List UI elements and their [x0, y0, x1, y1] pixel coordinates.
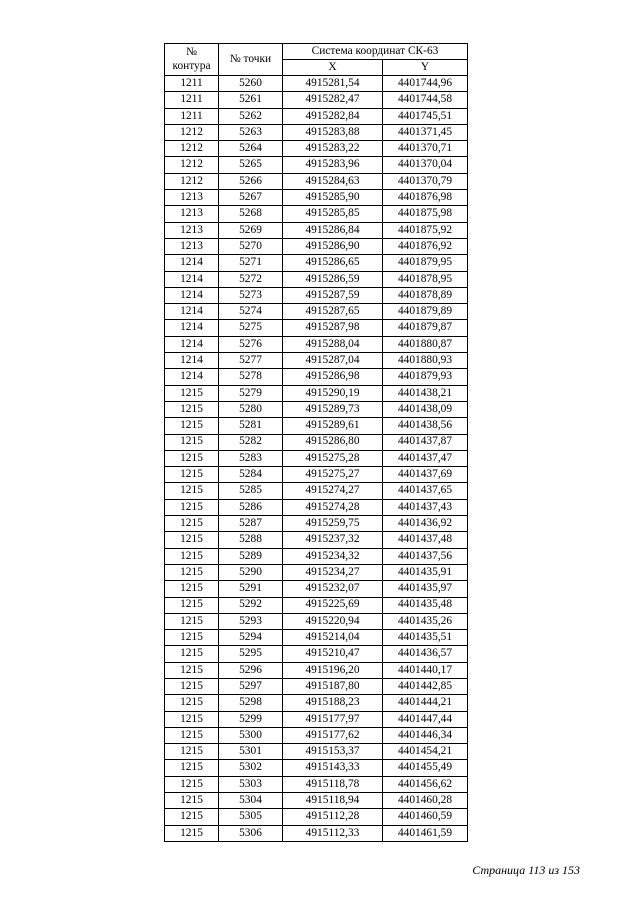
table-row	[165, 401, 468, 417]
cell-y: 4401879,95	[383, 255, 468, 271]
cell-x: 4915281,54	[283, 76, 383, 92]
cell-point: 5269	[219, 222, 283, 238]
cell-y: 4401880,87	[383, 336, 468, 352]
cell-y: 4401745,51	[383, 108, 468, 124]
cell-contour: 1215	[165, 727, 219, 743]
cell-x: 4915286,84	[283, 222, 383, 238]
cell-contour: 1215	[165, 613, 219, 629]
cell-contour: 1213	[165, 222, 219, 238]
table-row	[165, 124, 468, 140]
cell-x: 4915283,22	[283, 141, 383, 157]
cell-point: 5304	[219, 793, 283, 809]
cell-x: 4915274,27	[283, 483, 383, 499]
cell-contour: 1215	[165, 597, 219, 613]
cell-x: 4915210,47	[283, 646, 383, 662]
cell-y: 4401744,96	[383, 76, 468, 92]
cell-y: 4401435,91	[383, 564, 468, 580]
cell-y: 4401435,97	[383, 581, 468, 597]
cell-x: 4915112,33	[283, 825, 383, 841]
table-row	[165, 809, 468, 825]
cell-y: 4401371,45	[383, 124, 468, 140]
cell-point: 5277	[219, 353, 283, 369]
cell-y: 4401437,48	[383, 532, 468, 548]
cell-y: 4401437,47	[383, 450, 468, 466]
table-row	[165, 336, 468, 352]
cell-x: 4915285,85	[283, 206, 383, 222]
table-row	[165, 630, 468, 646]
cell-point: 5281	[219, 418, 283, 434]
table-body	[165, 76, 468, 842]
table-row	[165, 418, 468, 434]
cell-x: 4915177,97	[283, 711, 383, 727]
cell-point: 5273	[219, 287, 283, 303]
cell-point: 5284	[219, 467, 283, 483]
cell-y: 4401876,98	[383, 190, 468, 206]
table-row	[165, 613, 468, 629]
cell-contour: 1215	[165, 793, 219, 809]
cell-x: 4915287,65	[283, 304, 383, 320]
cell-point: 5274	[219, 304, 283, 320]
cell-x: 4915188,23	[283, 695, 383, 711]
cell-contour: 1215	[165, 385, 219, 401]
cell-y: 4401461,59	[383, 825, 468, 841]
cell-y: 4401370,71	[383, 141, 468, 157]
cell-contour: 1214	[165, 255, 219, 271]
table-row	[165, 369, 468, 385]
cell-y: 4401446,34	[383, 727, 468, 743]
table-row	[165, 141, 468, 157]
header-x: X	[283, 60, 383, 76]
cell-contour: 1215	[165, 776, 219, 792]
cell-point: 5278	[219, 369, 283, 385]
cell-x: 4915287,04	[283, 353, 383, 369]
cell-y: 4401436,92	[383, 516, 468, 532]
cell-x: 4915118,94	[283, 793, 383, 809]
cell-y: 4401437,65	[383, 483, 468, 499]
cell-point: 5292	[219, 597, 283, 613]
cell-x: 4915283,96	[283, 157, 383, 173]
cell-contour: 1212	[165, 157, 219, 173]
cell-point: 5282	[219, 434, 283, 450]
cell-y: 4401876,92	[383, 238, 468, 254]
cell-x: 4915112,28	[283, 809, 383, 825]
cell-y: 4401438,21	[383, 385, 468, 401]
table-row	[165, 190, 468, 206]
cell-y: 4401370,04	[383, 157, 468, 173]
table-row	[165, 760, 468, 776]
header-point-number: № точки	[219, 44, 283, 76]
cell-y: 4401437,43	[383, 499, 468, 515]
cell-x: 4915289,61	[283, 418, 383, 434]
table-row	[165, 450, 468, 466]
cell-point: 5260	[219, 76, 283, 92]
table-row	[165, 385, 468, 401]
table-row	[165, 271, 468, 287]
table-row	[165, 173, 468, 189]
cell-x: 4915287,98	[283, 320, 383, 336]
cell-x: 4915287,59	[283, 287, 383, 303]
header-contour-line1: №	[186, 46, 197, 59]
cell-contour: 1215	[165, 516, 219, 532]
cell-contour: 1214	[165, 271, 219, 287]
table-row	[165, 76, 468, 92]
table-row	[165, 646, 468, 662]
cell-contour: 1215	[165, 630, 219, 646]
header-contour-line2: контура	[172, 59, 211, 72]
cell-x: 4915118,78	[283, 776, 383, 792]
cell-x: 4915284,63	[283, 173, 383, 189]
cell-x: 4915286,59	[283, 271, 383, 287]
page-number: Страница 113 из 153	[472, 863, 580, 877]
cell-contour: 1211	[165, 76, 219, 92]
cell-contour: 1214	[165, 353, 219, 369]
coordinates-table	[164, 43, 468, 842]
cell-point: 5263	[219, 124, 283, 140]
cell-point: 5300	[219, 727, 283, 743]
cell-contour: 1214	[165, 320, 219, 336]
table-row	[165, 238, 468, 254]
table-row	[165, 581, 468, 597]
cell-y: 4401880,93	[383, 353, 468, 369]
cell-x: 4915282,84	[283, 108, 383, 124]
cell-x: 4915214,04	[283, 630, 383, 646]
cell-y: 4401460,59	[383, 809, 468, 825]
cell-point: 5271	[219, 255, 283, 271]
cell-point: 5275	[219, 320, 283, 336]
cell-y: 4401878,95	[383, 271, 468, 287]
cell-contour: 1215	[165, 678, 219, 694]
cell-x: 4915234,32	[283, 548, 383, 564]
cell-contour: 1215	[165, 662, 219, 678]
cell-contour: 1215	[165, 434, 219, 450]
table-row	[165, 793, 468, 809]
cell-y: 4401438,09	[383, 401, 468, 417]
cell-contour: 1214	[165, 336, 219, 352]
cell-contour: 1212	[165, 173, 219, 189]
cell-x: 4915286,65	[283, 255, 383, 271]
cell-point: 5267	[219, 190, 283, 206]
cell-x: 4915234,27	[283, 564, 383, 580]
cell-y: 4401879,89	[383, 304, 468, 320]
cell-y: 4401878,89	[383, 287, 468, 303]
cell-point: 5285	[219, 483, 283, 499]
cell-x: 4915196,20	[283, 662, 383, 678]
table-row	[165, 662, 468, 678]
cell-point: 5287	[219, 516, 283, 532]
table-row	[165, 678, 468, 694]
cell-point: 5268	[219, 206, 283, 222]
cell-point: 5303	[219, 776, 283, 792]
cell-y: 4401456,62	[383, 776, 468, 792]
cell-contour: 1215	[165, 711, 219, 727]
cell-y: 4401437,87	[383, 434, 468, 450]
cell-contour: 1215	[165, 401, 219, 417]
table-row	[165, 92, 468, 108]
cell-x: 4915232,07	[283, 581, 383, 597]
cell-point: 5299	[219, 711, 283, 727]
cell-y: 4401435,48	[383, 597, 468, 613]
cell-x: 4915274,28	[283, 499, 383, 515]
table-row	[165, 206, 468, 222]
cell-contour: 1214	[165, 287, 219, 303]
cell-x: 4915225,69	[283, 597, 383, 613]
table-row	[165, 483, 468, 499]
table-header	[165, 44, 468, 76]
table-row	[165, 157, 468, 173]
cell-contour: 1215	[165, 809, 219, 825]
table-row	[165, 744, 468, 760]
cell-x: 4915275,28	[283, 450, 383, 466]
cell-y: 4401744,58	[383, 92, 468, 108]
table-row	[165, 516, 468, 532]
cell-x: 4915153,37	[283, 744, 383, 760]
cell-point: 5293	[219, 613, 283, 629]
cell-y: 4401437,56	[383, 548, 468, 564]
cell-contour: 1215	[165, 548, 219, 564]
cell-point: 5288	[219, 532, 283, 548]
cell-x: 4915143,33	[283, 760, 383, 776]
cell-point: 5262	[219, 108, 283, 124]
cell-x: 4915275,27	[283, 467, 383, 483]
cell-contour: 1214	[165, 304, 219, 320]
table-row	[165, 467, 468, 483]
table-row	[165, 255, 468, 271]
cell-x: 4915177,62	[283, 727, 383, 743]
cell-contour: 1215	[165, 532, 219, 548]
table-row	[165, 222, 468, 238]
cell-point: 5276	[219, 336, 283, 352]
cell-point: 5301	[219, 744, 283, 760]
cell-point: 5266	[219, 173, 283, 189]
cell-point: 5296	[219, 662, 283, 678]
cell-x: 4915286,80	[283, 434, 383, 450]
table-row	[165, 825, 468, 841]
cell-x: 4915286,98	[283, 369, 383, 385]
cell-point: 5279	[219, 385, 283, 401]
cell-point: 5280	[219, 401, 283, 417]
table-row	[165, 320, 468, 336]
table-row	[165, 548, 468, 564]
cell-y: 4401435,51	[383, 630, 468, 646]
cell-point: 5261	[219, 92, 283, 108]
cell-point: 5298	[219, 695, 283, 711]
cell-y: 4401879,87	[383, 320, 468, 336]
cell-point: 5283	[219, 450, 283, 466]
cell-point: 5264	[219, 141, 283, 157]
cell-point: 5305	[219, 809, 283, 825]
cell-x: 4915283,88	[283, 124, 383, 140]
table-row	[165, 499, 468, 515]
cell-point: 5291	[219, 581, 283, 597]
cell-y: 4401444,21	[383, 695, 468, 711]
cell-y: 4401454,21	[383, 744, 468, 760]
cell-y: 4401447,44	[383, 711, 468, 727]
cell-contour: 1215	[165, 467, 219, 483]
cell-y: 4401438,56	[383, 418, 468, 434]
table-row	[165, 434, 468, 450]
cell-point: 5265	[219, 157, 283, 173]
cell-y: 4401435,26	[383, 613, 468, 629]
table-row	[165, 353, 468, 369]
cell-point: 5297	[219, 678, 283, 694]
cell-y: 4401460,28	[383, 793, 468, 809]
table-row	[165, 287, 468, 303]
table-row	[165, 711, 468, 727]
cell-x: 4915220,94	[283, 613, 383, 629]
cell-x: 4915187,80	[283, 678, 383, 694]
cell-point: 5294	[219, 630, 283, 646]
cell-contour: 1213	[165, 238, 219, 254]
table-row	[165, 597, 468, 613]
cell-point: 5306	[219, 825, 283, 841]
cell-contour: 1215	[165, 418, 219, 434]
cell-y: 4401436,57	[383, 646, 468, 662]
cell-y: 4401875,92	[383, 222, 468, 238]
cell-contour: 1215	[165, 760, 219, 776]
cell-x: 4915282,47	[283, 92, 383, 108]
cell-x: 4915290,19	[283, 385, 383, 401]
cell-contour: 1213	[165, 190, 219, 206]
cell-y: 4401879,93	[383, 369, 468, 385]
cell-contour: 1211	[165, 108, 219, 124]
cell-contour: 1211	[165, 92, 219, 108]
table-row	[165, 304, 468, 320]
cell-y: 4401875,98	[383, 206, 468, 222]
cell-x: 4915289,73	[283, 401, 383, 417]
cell-contour: 1215	[165, 744, 219, 760]
cell-point: 5286	[219, 499, 283, 515]
cell-y: 4401440,17	[383, 662, 468, 678]
cell-point: 5270	[219, 238, 283, 254]
header-contour-number	[165, 44, 219, 76]
header-coordinate-system: Система координат СК-63	[283, 44, 468, 60]
cell-contour: 1213	[165, 206, 219, 222]
cell-contour: 1215	[165, 564, 219, 580]
cell-x: 4915286,90	[283, 238, 383, 254]
cell-contour: 1215	[165, 695, 219, 711]
cell-point: 5272	[219, 271, 283, 287]
table-row	[165, 727, 468, 743]
cell-contour: 1215	[165, 483, 219, 499]
cell-x: 4915285,90	[283, 190, 383, 206]
table-row	[165, 695, 468, 711]
cell-contour: 1215	[165, 825, 219, 841]
table-row	[165, 108, 468, 124]
cell-y: 4401437,69	[383, 467, 468, 483]
cell-y: 4401442,85	[383, 678, 468, 694]
header-y: Y	[383, 60, 468, 76]
cell-contour: 1212	[165, 124, 219, 140]
cell-contour: 1215	[165, 646, 219, 662]
table-row	[165, 564, 468, 580]
cell-contour: 1215	[165, 499, 219, 515]
cell-point: 5295	[219, 646, 283, 662]
cell-contour: 1212	[165, 141, 219, 157]
cell-point: 5289	[219, 548, 283, 564]
cell-contour: 1214	[165, 369, 219, 385]
cell-x: 4915259,75	[283, 516, 383, 532]
cell-x: 4915288,04	[283, 336, 383, 352]
table-row	[165, 776, 468, 792]
cell-contour: 1215	[165, 450, 219, 466]
cell-contour: 1215	[165, 581, 219, 597]
cell-y: 4401370,79	[383, 173, 468, 189]
cell-y: 4401455,49	[383, 760, 468, 776]
cell-point: 5290	[219, 564, 283, 580]
cell-point: 5302	[219, 760, 283, 776]
cell-x: 4915237,32	[283, 532, 383, 548]
table-row	[165, 532, 468, 548]
